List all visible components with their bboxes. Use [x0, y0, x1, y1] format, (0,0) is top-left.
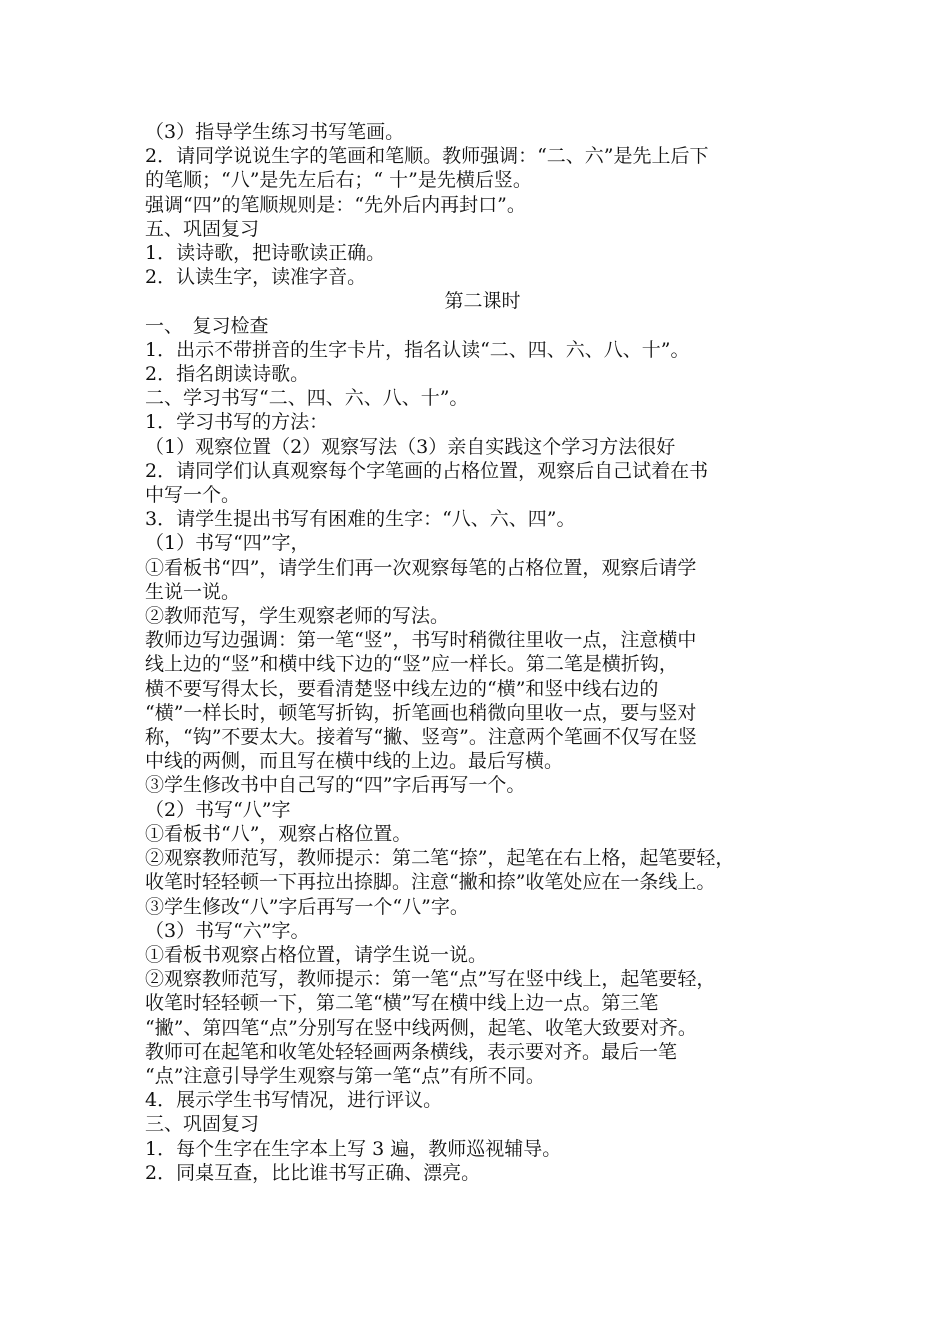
text-line: 2．认读生字，读准字音。 [145, 266, 367, 289]
section-heading: 三、巩固复习 [145, 1113, 260, 1136]
text-line: （3）书写“六”字。 [145, 919, 310, 942]
text-line: ②观察教师范写，教师提示：第一笔“点”写在竖中线上，起笔要轻， [145, 968, 716, 991]
text-line: 4．展示学生书写情况，进行评议。 [145, 1089, 443, 1112]
text-line: “撇”、第四笔“点”分别写在竖中线两侧，起笔、收笔大致要对齐。 [145, 1016, 697, 1039]
text-line: 收笔时轻轻顿一下再拉出捺脚。注意“撇和捺”收笔处应在一条线上。 [145, 871, 716, 894]
text-line: 称，“钩”不要太大。接着写“撇、竖弯”。注意两个笔画不仅写在竖 [145, 726, 697, 749]
text-line: ②教师范写，学生观察老师的写法。 [145, 605, 450, 628]
text-line: 2．同桌互查，比比谁书写正确、漂亮。 [145, 1161, 481, 1184]
text-line: 收笔时轻轻顿一下，第二笔“横”写在横中线上边一点。第三笔 [145, 992, 659, 1015]
text-line: ①看板书“八”，观察占格位置。 [145, 822, 412, 845]
text-line: 2．请同学说说生字的笔画和笔顺。教师强调：“二、六”是先上后下 [145, 145, 709, 168]
text-line: ①看板书“四”，请学生们再一次观察每笔的占格位置，观察后请学 [145, 556, 697, 579]
section-heading: 一、 复习检查 [145, 314, 269, 337]
text-line: 1．每个生字在生字本上写 3 遍，教师巡视辅导。 [145, 1137, 562, 1160]
section-heading: 五、巩固复习 [145, 217, 260, 240]
text-line: 强调“四”的笔顺规则是：“先外后内再封口”。 [145, 193, 526, 216]
text-line: 1．出示不带拼音的生字卡片，指名认读“二、四、六、八、十”。 [145, 338, 690, 361]
text-line: 3．请学生提出书写有困难的生字：“八、六、四”。 [145, 508, 576, 531]
lesson-title: 第二课时 [444, 290, 521, 313]
text-line: （2）书写“八”字 [145, 798, 291, 821]
text-line: ③学生修改书中自己写的“四”字后再写一个。 [145, 774, 526, 797]
text-line: 教师可在起笔和收笔处轻轻画两条横线，表示要对齐。最后一笔 [145, 1040, 678, 1063]
text-line: （3）指导学生练习书写笔画。 [145, 121, 405, 143]
text-line: 横不要写得太长，要看清楚竖中线左边的“横”和竖中线右边的 [145, 677, 659, 700]
text-line: 生说一说。 [145, 580, 241, 603]
text-line: “横”一样长时，顿笔写折钩，折笔画也稍微向里收一点，要与竖对 [145, 701, 697, 724]
text-line: 中线的两侧，而且写在横中线的上边。最后写横。 [145, 750, 564, 773]
text-line: 1．读诗歌，把诗歌读正确。 [145, 242, 386, 265]
text-line: （1）书写“四”字， [145, 532, 310, 555]
text-line: 2．指名朗读诗歌。 [145, 363, 310, 386]
text-line: 线上边的“竖”和横中线下边的“竖”应一样长。第二笔是横折钩， [145, 653, 678, 676]
text-line: 1．学习书写的方法： [145, 411, 329, 434]
text-line: ②观察教师范写，教师提示：第二笔“捺”，起笔在右上格，起笔要轻， [145, 847, 735, 870]
text-line: （1）观察位置（2）观察写法（3）亲自实践这个学习方法很好 [145, 435, 676, 458]
text-line: 中写一个。 [145, 484, 241, 507]
text-line: ①看板书观察占格位置，请学生说一说。 [145, 943, 488, 966]
text-line: “点”注意引导学生观察与第一笔“点”有所不同。 [145, 1064, 545, 1087]
section-heading: 二、学习书写“二、四、六、八、十”。 [145, 387, 469, 410]
text-line: 教师边写边强调：第一笔“竖”，书写时稍微往里收一点，注意横中 [145, 629, 697, 652]
text-line: 2．请同学们认真观察每个字笔画的占格位置，观察后自己试着在书 [145, 459, 709, 482]
text-line: 的笔顺；“八”是先左后右；“ 十”是先横后竖。 [145, 169, 532, 192]
text-line: ③学生修改“八”字后再写一个“八”字。 [145, 895, 469, 918]
